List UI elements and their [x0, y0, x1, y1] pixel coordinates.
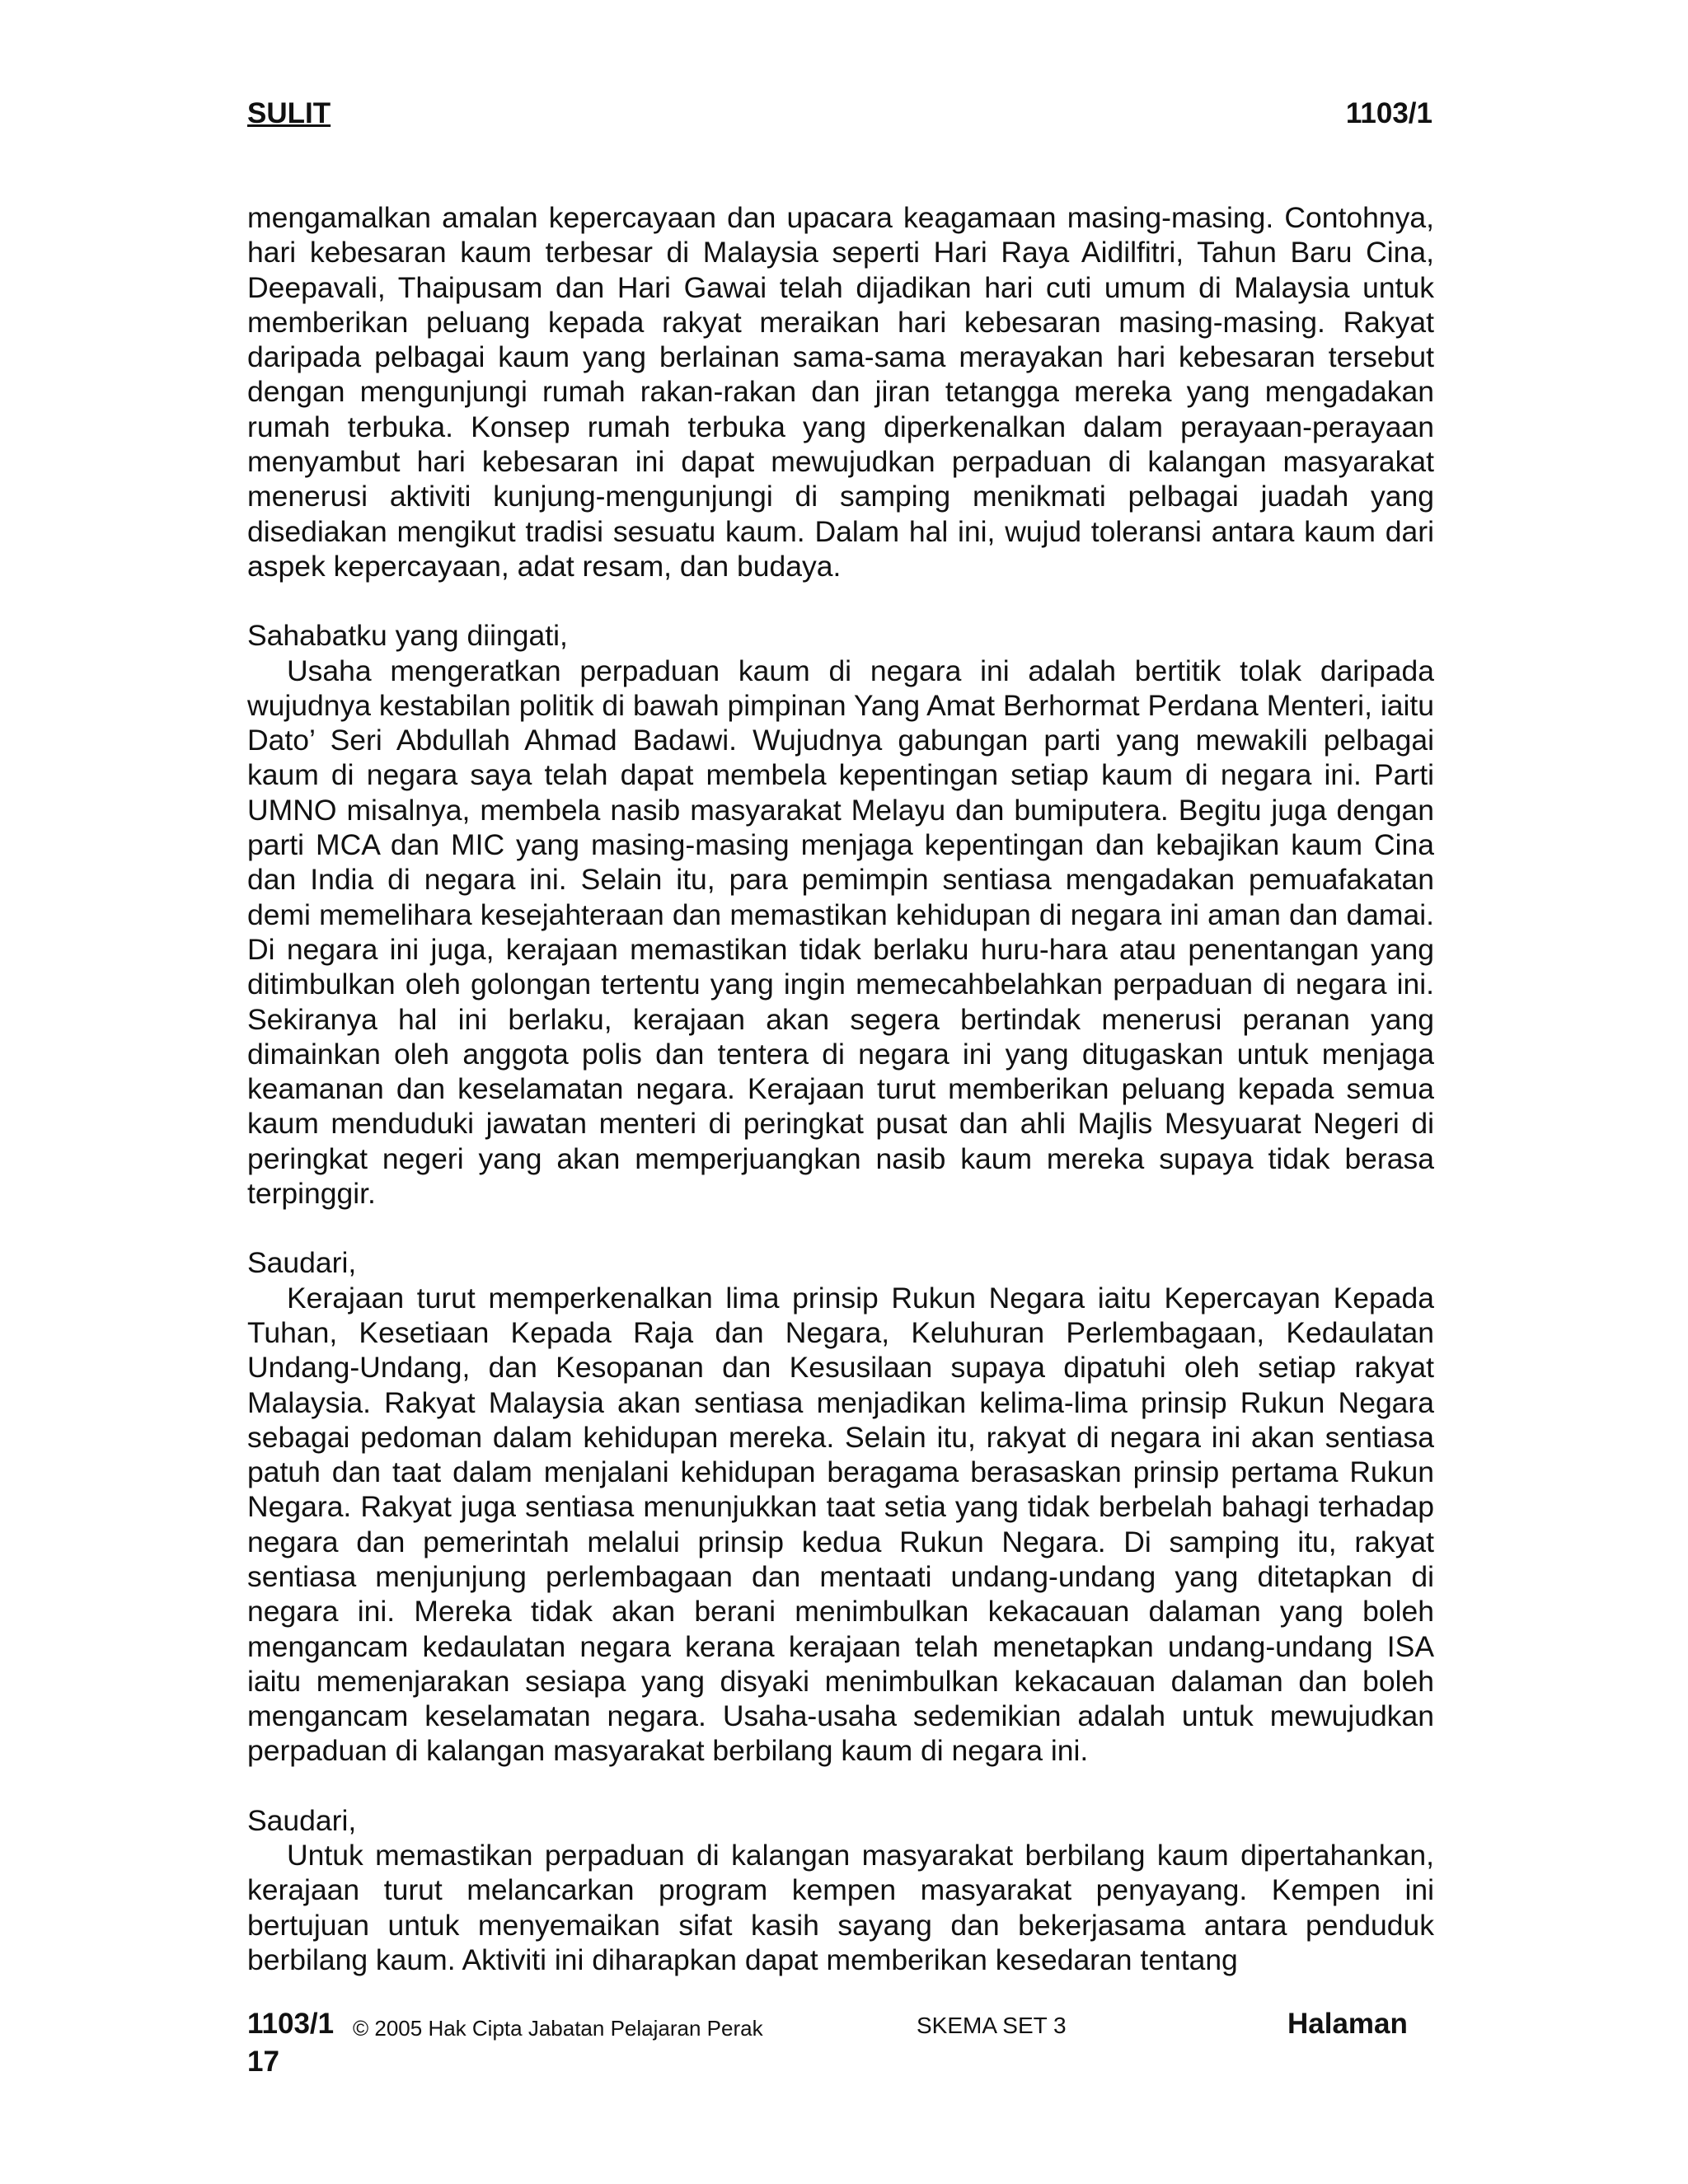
paragraph-2: Usaha mengeratkan perpaduan kaum di negara ini adalah bertitik tolak daripada wujudnya kestabilan politik di bawah pimpinan Yang Amat Berhormat Perdana Menteri, iaitu Dato’ Seri Abdullah Ahmad Badawi. Wujudnya gabungan parti yang mewakili pelbagai kaum di negara saya telah dapat membela kepentingan setiap kaum di negara ini. Parti UMNO misalnya, membela nasib masyarakat Melayu dan bumiputera. Begitu juga dengan parti MCA dan MIC yang masing-masing menjaga kepentingan dan kebajikan kaum Cina dan India di negara ini. Selain itu, para pemimpin sentiasa mengadakan pemuafakatan demi memelihara kesejahteraan dan memastikan kehidupan di negara ini aman dan damai. Di negara ini juga, kerajaan memastikan tidak berlaku huru-hara atau penentangan yang ditimbulkan oleh golongan tertentu yang ingin memecahbelahkan perpaduan di negara ini. Sekiranya hal ini berlaku, kerajaan akan segera bertindak menerusi peranan yang dimainkan oleh anggota polis dan tentera di negara ini yang ditugaskan untuk menjaga keamanan dan keselamatan negara. Kerajaan turut memberikan peluang kepada semua kaum menduduki jawatan menteri di peringkat pusat dan ahli Majlis Mesyuarat Negeri di peringkat negeri yang akan memperjuangkan nasib kaum mereka supaya tidak berasa terpinggir. [247, 654, 1434, 1211]
section-2 [247, 618, 1434, 1211]
footer-page-number: 17 [247, 2046, 279, 2078]
salutation-2: Sahabatku yang diingati, [247, 619, 568, 653]
document-body [247, 200, 1434, 1977]
footer-set-label: SKEMA SET 3 [917, 2013, 1067, 2038]
salutation-3: Saudari, [247, 1246, 357, 1280]
header-paper-code: 1103/1 [1345, 97, 1432, 129]
paragraph-4: Untuk memastikan perpaduan di kalangan masyarakat berbilang kaum dipertahankan, kerajaan turut melancarkan program kempen masyarakat penyayang. Kempen ini bertujuan untuk menyemaikan sifat kasih sayang dan bekerjasama antara penduduk berbilang kaum. Aktiviti ini diharapkan dapat memberikan kesedaran tentang [247, 1839, 1434, 1976]
paragraph-3: Kerajaan turut memperkenalkan lima prinsip Rukun Negara iaitu Kepercayan Kepada Tuhan, Kesetiaan Kepada Raja dan Negara, Keluhuran Perlembagaan, Kedaulatan Undang-Undang, dan Kesopanan dan Kesusilaan supaya dipatuhi oleh setiap rakyat Malaysia. Rakyat Malaysia akan sentiasa menjadikan kelima-lima prinsip Rukun Negara sebagai pedoman dalam kehidupan mereka. Selain itu, rakyat di negara ini akan sentiasa patuh dan taat dalam menjalani kehidupan beragama berasaskan prinsip pertama Rukun Negara. Rakyat juga sentiasa menunjukkan taat setia yang tidak berbelah bahagi terhadap negara dan pemerintah melalui prinsip kedua Rukun Negara. Di samping itu, rakyat sentiasa menjunjung perlembagaan dan mentaati undang-undang yang ditetapkan di negara ini. Mereka tidak akan berani menimbulkan kekacauan dalaman yang boleh mengancam kedaulatan negara kerana kerajaan telah menetapkan undang-undang ISA iaitu memenjarakan sesiapa yang disyaki menimbulkan kekacauan dalaman dan boleh mengancam keselamatan negara. Usaha-usaha sedemikian adalah untuk mewujudkan perpaduan di kalangan masyarakat berbilang kaum di negara ini. [247, 1281, 1434, 1768]
section-4 [247, 1803, 1434, 1977]
page-footer [247, 2008, 1434, 2090]
salutation-4: Saudari, [247, 1803, 357, 1837]
section-3 [247, 1245, 1434, 1768]
paragraph-1: mengamalkan amalan kepercayaan dan upacara keagamaan masing-masing. Contohnya, hari kebesaran kaum terbesar di Malaysia seperti Hari Raya Aidilfitri, Tahun Baru Cina, Deepavali, Thaipusam dan Hari Gawai telah dijadikan hari cuti umum di Malaysia untuk memberikan peluang kepada rakyat meraikan hari kebesaran masing-masing. Rakyat daripada pelbagai kaum yang berlainan sama-sama merayakan hari kebesaran tersebut dengan mengunjungi rumah rakan-rakan dan jiran tetangga mereka yang mengadakan rumah terbuka. Konsep rumah terbuka yang diperkenalkan dalam perayaan-perayaan menyambut hari kebesaran ini dapat mewujudkan perpaduan di kalangan masyarakat menerusi aktiviti kunjung-mengunjungi di samping menikmati pelbagai juadah yang disediakan mengikut tradisi sesuatu kaum. Dalam hal ini, wujud toleransi antara kaum dari aspek kepercayaan, adat resam, dan budaya. [247, 201, 1434, 583]
footer-copyright: © 2005 Hak Cipta Jabatan Pelajaran Perak [353, 2016, 763, 2041]
footer-paper-code: 1103/1 [247, 2008, 335, 2040]
header-classification: SULIT [247, 97, 331, 129]
footer-page-label: Halaman [1287, 2008, 1408, 2040]
